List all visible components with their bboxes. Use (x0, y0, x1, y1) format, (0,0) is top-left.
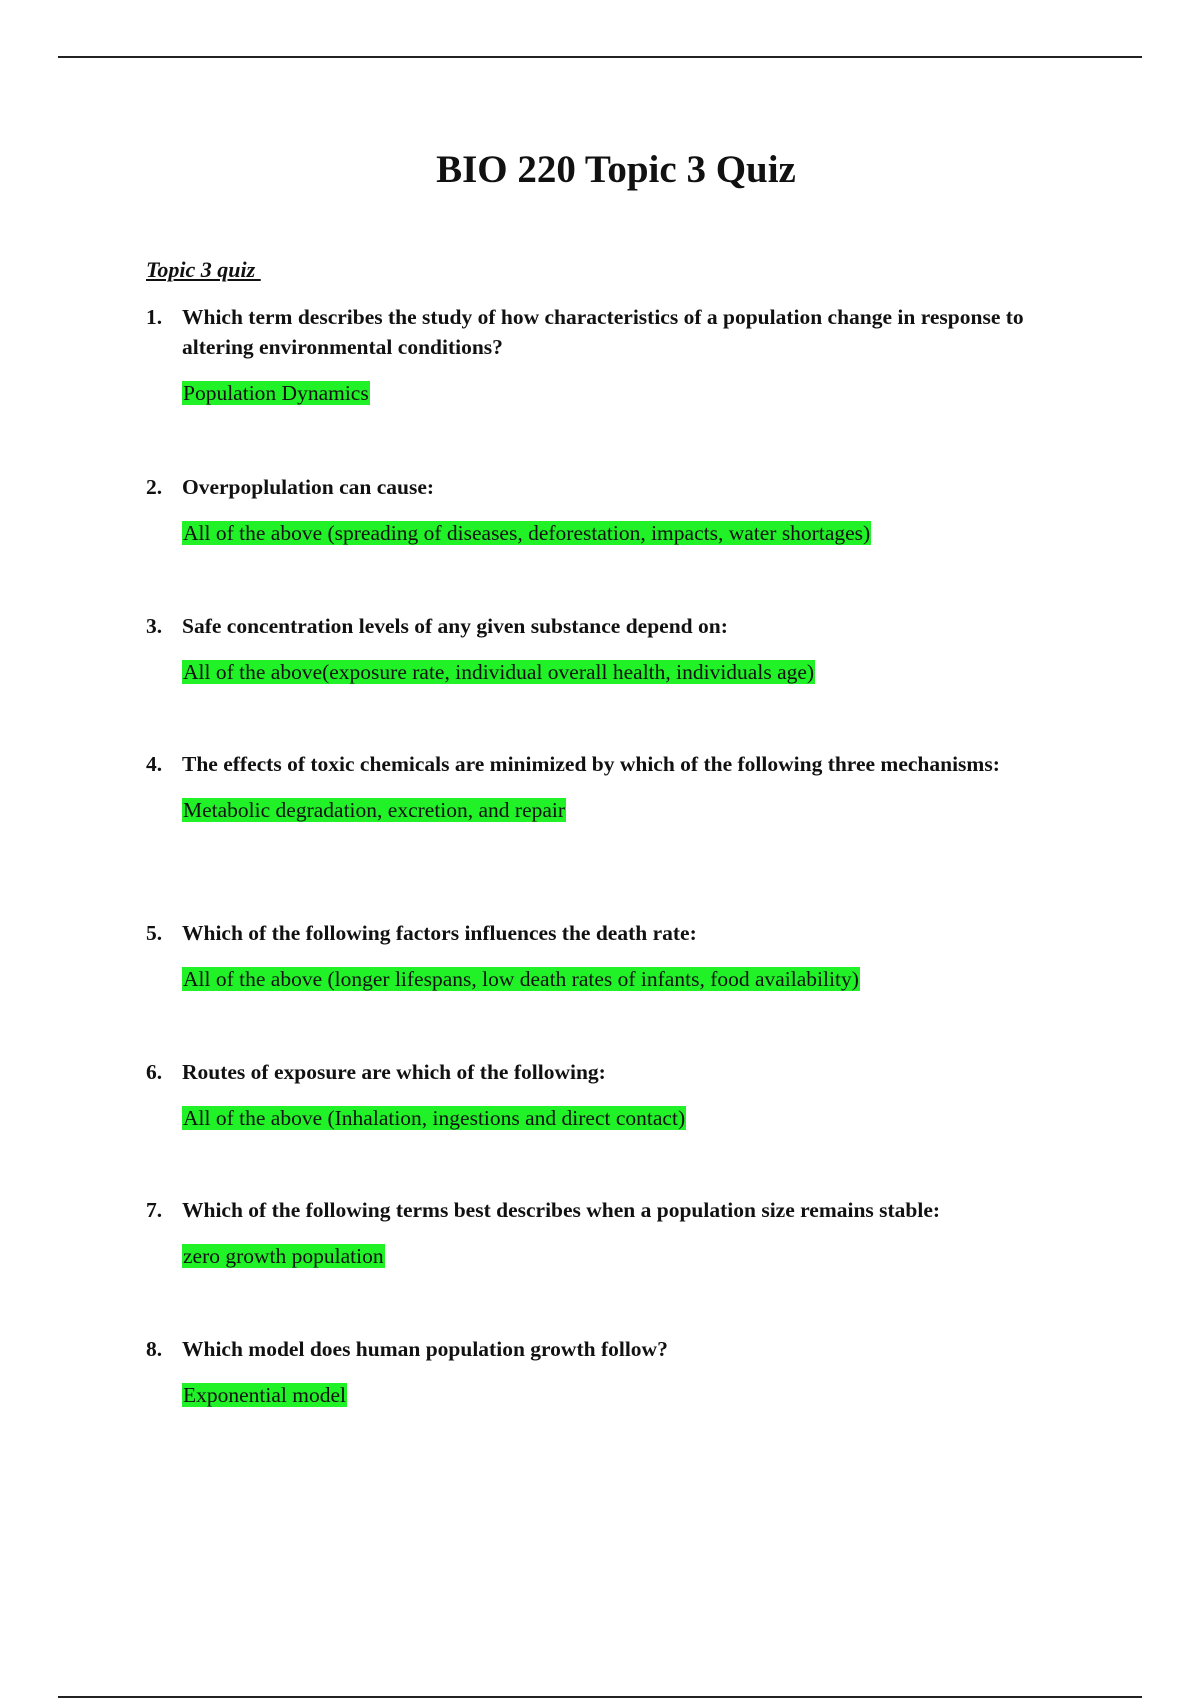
question-text: Routes of exposure are which of the following: (182, 1060, 606, 1084)
answer-highlight: Population Dynamics (183, 381, 369, 405)
question-number: 7. (146, 1198, 163, 1222)
top-rule (58, 56, 1142, 58)
question-text: Safe concentration levels of any given substance depend on: (182, 614, 728, 638)
answer-highlight: Exponential model (183, 1383, 347, 1407)
question-text: Which term describes the study of how characteristics of a population change in response to altering environmental conditions? (182, 305, 1024, 359)
question-number: 6. (146, 1060, 163, 1084)
question-7 (146, 1195, 1076, 1271)
question-number: 5. (146, 921, 163, 945)
question-4 (146, 749, 1076, 825)
question-text: Which of the following factors influences the death rate: (182, 921, 697, 945)
section-subtitle: Topic 3 quiz (146, 257, 261, 282)
bottom-rule (58, 1696, 1142, 1698)
answer-highlight: All of the above (Inhalation, ingestions and direct contact) (183, 1106, 686, 1130)
question-text: Which of the following terms best describes when a population size remains stable: (182, 1198, 941, 1222)
answer-highlight: All of the above (spreading of diseases, deforestation, impacts, water shortages) (183, 521, 871, 545)
question-number: 3. (146, 614, 163, 638)
question-number: 2. (146, 475, 163, 499)
question-6 (146, 1057, 1076, 1133)
question-number: 8. (146, 1337, 163, 1361)
answer-highlight: All of the above(exposure rate, individual overall health, individuals age) (183, 660, 815, 684)
question-text: The effects of toxic chemicals are minimized by which of the following three mechanisms: (182, 752, 1000, 776)
question-8 (146, 1334, 1076, 1410)
answer-highlight: zero growth population (183, 1244, 384, 1268)
answer-highlight: Metabolic degradation, excretion, and repair (183, 798, 566, 822)
question-2 (146, 472, 1076, 548)
question-text: Overpoplulation can cause: (182, 475, 435, 499)
page-title: BIO 220 Topic 3 Quiz (436, 148, 796, 191)
question-1 (146, 302, 1076, 408)
question-number: 1. (146, 305, 163, 329)
question-number: 4. (146, 752, 163, 776)
answer-highlight: All of the above (longer lifespans, low death rates of infants, food availability) (183, 967, 859, 991)
question-5 (146, 918, 1076, 994)
question-3 (146, 611, 1076, 687)
question-text: Which model does human population growth follow? (182, 1337, 668, 1361)
